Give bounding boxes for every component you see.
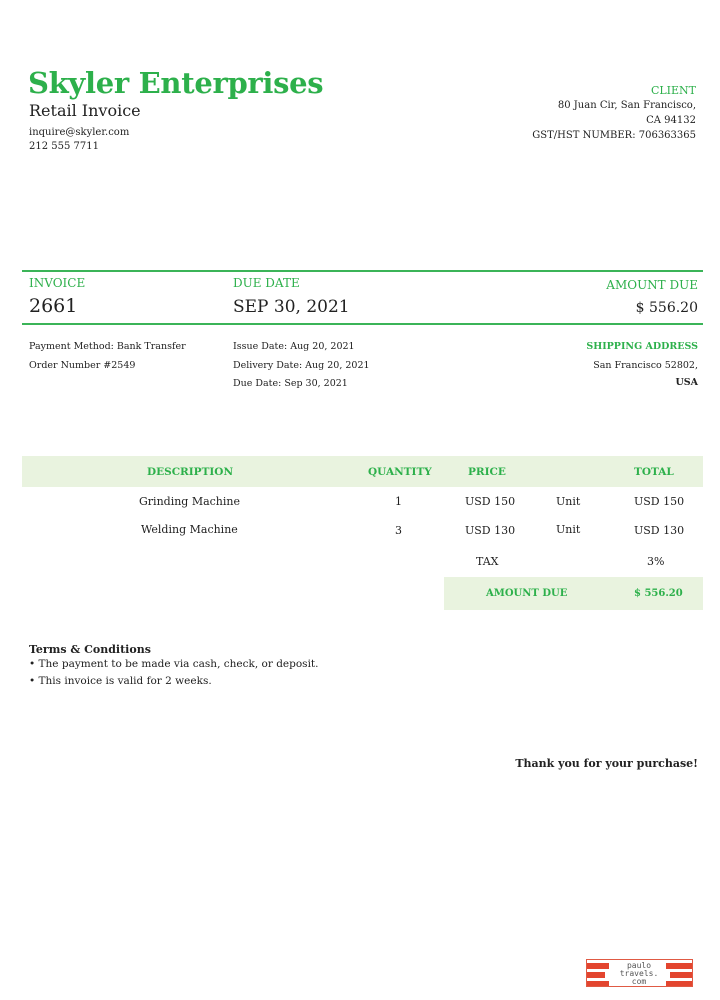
company-phone: 212 555 7711 bbox=[29, 141, 99, 152]
order-number: Order Number #2549 bbox=[29, 360, 136, 371]
payment-method: Payment Method: Bank Transfer bbox=[29, 341, 186, 352]
terms-item-2: • This invoice is valid for 2 weeks. bbox=[29, 675, 212, 687]
logo-text-line2: travels. bbox=[619, 969, 659, 978]
shipping-address-line1: San Francisco 52802, bbox=[593, 360, 698, 371]
due-date-label: DUE DATE bbox=[233, 276, 300, 290]
table-amount-due-value: $ 556.20 bbox=[634, 588, 683, 599]
client-address-line2: CA 94132 bbox=[646, 115, 696, 126]
row-2-unit: Unit bbox=[556, 523, 581, 536]
client-block bbox=[532, 83, 696, 143]
header-total: TOTAL bbox=[634, 466, 674, 478]
logo-text-line1: paulo bbox=[626, 961, 652, 970]
client-title: CLIENT bbox=[650, 84, 696, 97]
due-date-value: SEP 30, 2021 bbox=[233, 297, 350, 317]
tax-value: 3% bbox=[647, 555, 665, 568]
header-quantity: QUANTITY bbox=[368, 466, 432, 478]
row-2-total: USD 130 bbox=[634, 524, 685, 537]
client-address-line1: 80 Juan Cir, San Francisco, bbox=[557, 100, 696, 111]
client-tax-number: GST/HST NUMBER: 706363365 bbox=[532, 130, 696, 141]
row-1-price: USD 150 bbox=[465, 495, 516, 508]
logo-band-left-bottom bbox=[587, 981, 609, 987]
row-1-quantity: 1 bbox=[395, 495, 402, 508]
logo-text bbox=[613, 962, 665, 986]
logo-band-right-mid bbox=[670, 972, 692, 978]
invoice-label: INVOICE bbox=[29, 276, 86, 290]
header-price: PRICE bbox=[468, 466, 506, 478]
thank-you-note: Thank you for your purchase! bbox=[515, 757, 698, 770]
row-2-quantity: 3 bbox=[395, 524, 402, 537]
logo-band-left-mid bbox=[587, 972, 605, 978]
shipping-address-title: SHIPPING ADDRESS bbox=[586, 341, 698, 352]
terms-title: Terms & Conditions bbox=[29, 643, 151, 656]
logo-text-line3: com bbox=[631, 977, 647, 986]
logo-band-right-top bbox=[666, 963, 692, 969]
company-name: Skyler Enterprises bbox=[28, 66, 324, 100]
details-due-date: Due Date: Sep 30, 2021 bbox=[233, 378, 348, 389]
row-2-description: Welding Machine bbox=[141, 523, 238, 536]
items-table-header bbox=[22, 456, 703, 487]
amount-due-value: $ 556.20 bbox=[635, 300, 698, 316]
shipping-address-line2: USA bbox=[675, 377, 698, 388]
summary-bottom-divider bbox=[22, 323, 703, 325]
logo-band-left-top bbox=[587, 963, 609, 969]
company-email: inquire@skyler.com bbox=[29, 127, 130, 138]
logo-band-right-bottom bbox=[666, 981, 692, 987]
watermark-logo bbox=[586, 959, 693, 987]
summary-top-divider bbox=[22, 270, 703, 272]
tax-label: TAX bbox=[476, 555, 499, 568]
document-type: Retail Invoice bbox=[29, 101, 141, 120]
row-1-total: USD 150 bbox=[634, 495, 685, 508]
terms-item-1: • The payment to be made via cash, check, or deposit. bbox=[29, 658, 319, 670]
delivery-date: Delivery Date: Aug 20, 2021 bbox=[233, 360, 370, 371]
row-1-unit: Unit bbox=[556, 495, 581, 508]
row-1-description: Grinding Machine bbox=[139, 495, 241, 508]
issue-date: Issue Date: Aug 20, 2021 bbox=[233, 341, 355, 352]
invoice-number: 2661 bbox=[29, 295, 78, 317]
header-description: DESCRIPTION bbox=[147, 466, 234, 478]
table-amount-due-label: AMOUNT DUE bbox=[486, 588, 568, 599]
row-2-price: USD 130 bbox=[465, 524, 516, 537]
amount-due-label: AMOUNT DUE bbox=[606, 278, 698, 292]
